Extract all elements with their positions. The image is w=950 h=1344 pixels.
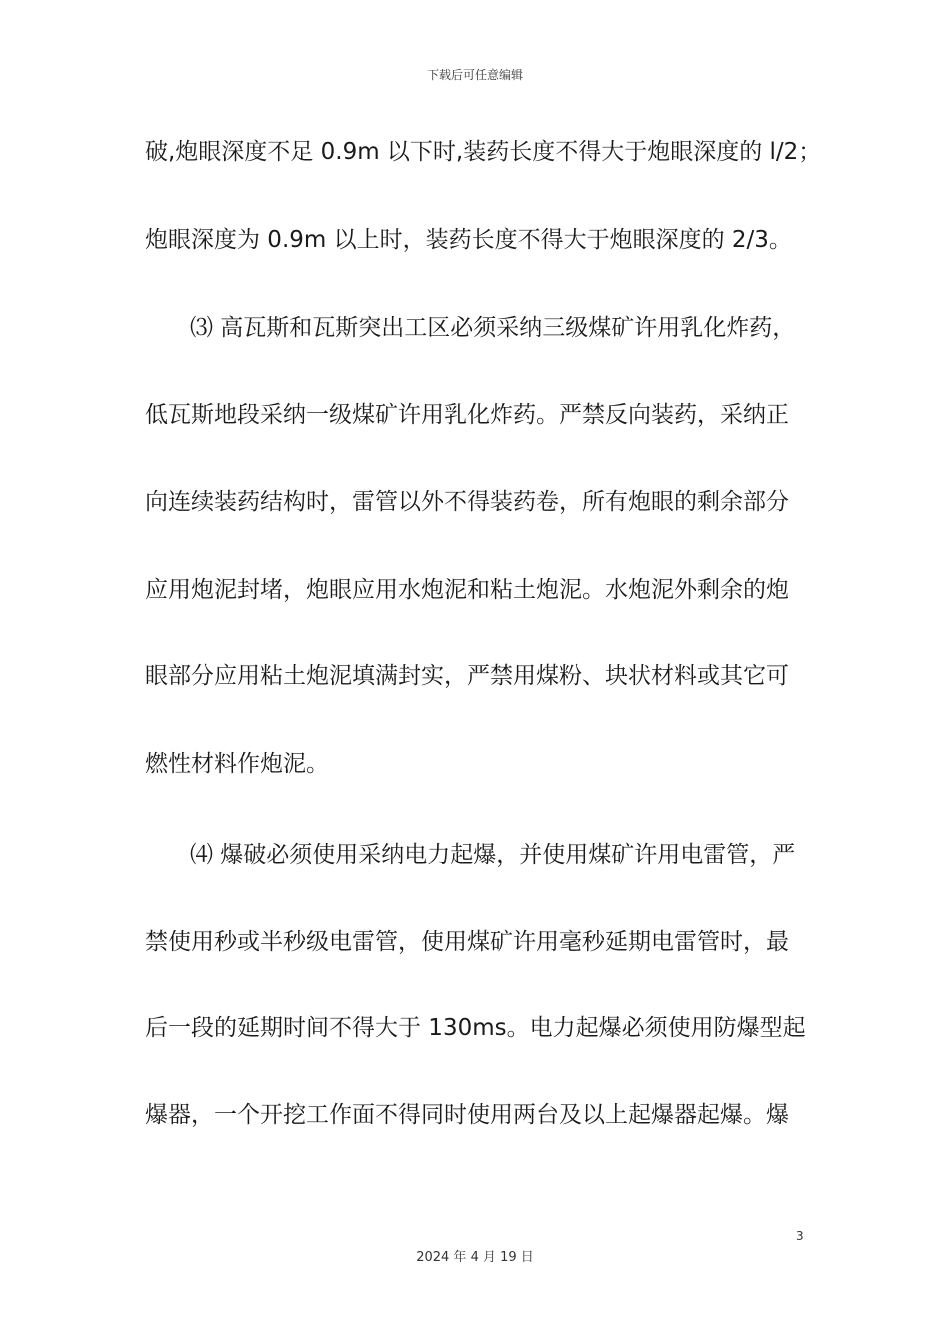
- body-line: 后一段的延期时间不得大于 130ms。电力起爆必须使用防爆型起: [145, 1015, 806, 1041]
- page-number: 3: [796, 1229, 804, 1243]
- body-line: 应用炮泥封堵，炮眼应用水炮泥和粘土炮泥。水炮泥外剩余的炮: [145, 577, 789, 603]
- body-line: 禁使用秒或半秒级电雷管，使用煤矿许用毫秒延期电雷管时，最: [145, 929, 789, 955]
- footer-date: 2024 年 4 月 19 日: [416, 1250, 534, 1265]
- page-header: 下载后可任意编辑: [426, 68, 523, 82]
- body-line: 破,炮眼深度不足 0.9m 以下时,装药长度不得大于炮眼深度的 l/2；: [145, 139, 822, 165]
- body-line: 炮眼深度为 0.9m 以上时，装药长度不得大于炮眼深度的 2/3。: [145, 227, 792, 253]
- body-line: ⑷ 爆破必须使用采纳电力起爆，并使用煤矿许用电雷管，严: [190, 842, 796, 868]
- body-line: ⑶ 高瓦斯和瓦斯突出工区必须采纳三级煤矿许用乳化炸药，: [190, 315, 796, 341]
- body-line: 低瓦斯地段采纳一级煤矿许用乳化炸药。严禁反向装药，采纳正: [145, 402, 789, 428]
- body-line: 向连续装药结构时，雷管以外不得装药卷，所有炮眼的剩余部分: [145, 489, 789, 515]
- body-line: 爆器，一个开挖工作面不得同时使用两台及以上起爆器起爆。爆: [145, 1102, 789, 1128]
- body-line: 燃性材料作炮泥。: [145, 751, 329, 777]
- body-line: 眼部分应用粘土炮泥填满封实，严禁用煤粉、块状材料或其它可: [145, 663, 789, 689]
